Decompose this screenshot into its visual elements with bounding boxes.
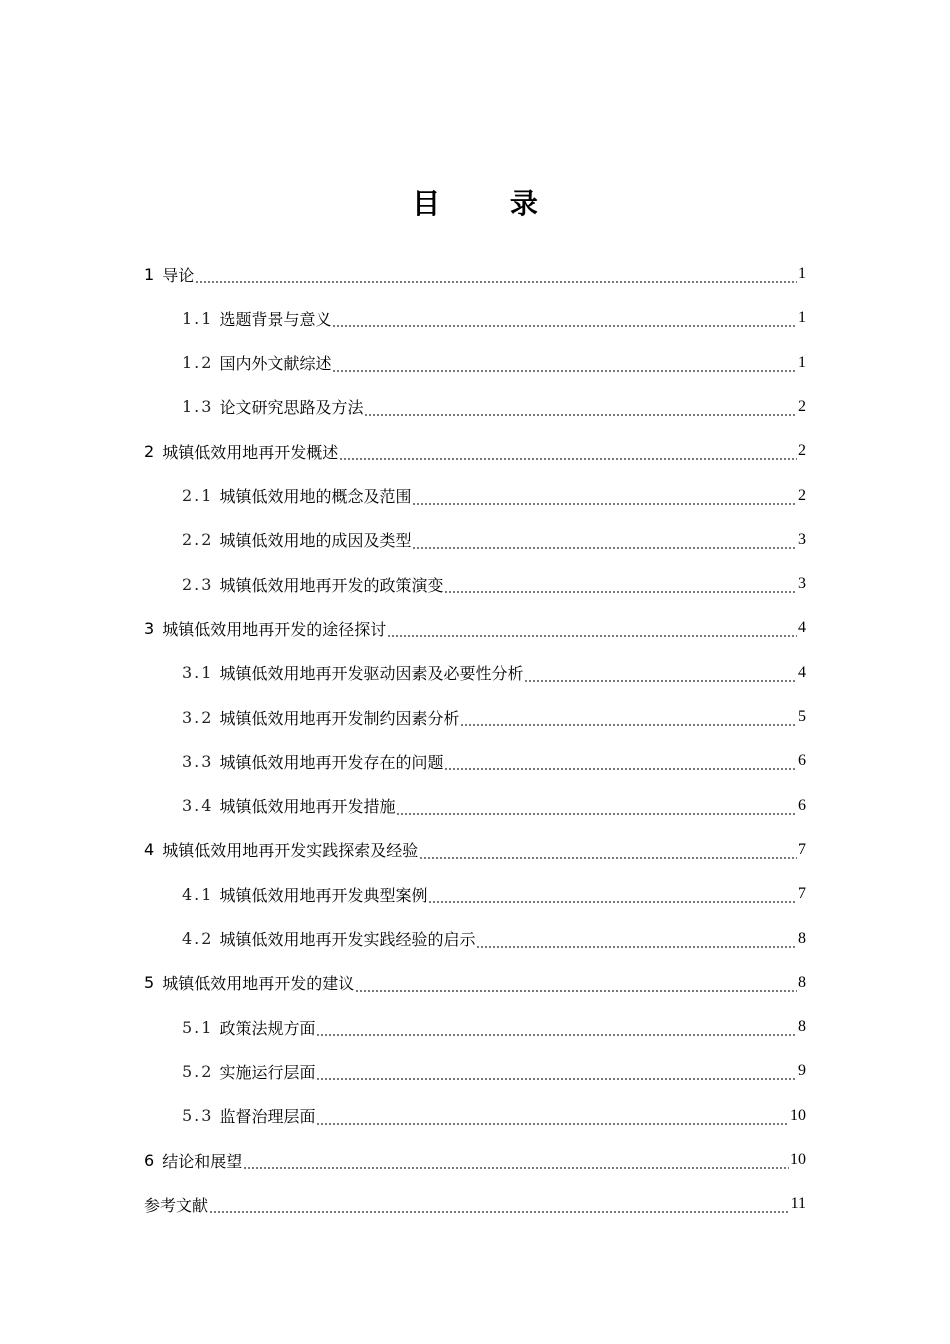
toc-entry-link[interactable] [144, 961, 806, 1005]
toc-entry-label: 城镇低效用地再开发实践经验的启示 [219, 930, 476, 949]
toc-entry-page-number: 8 [798, 1018, 806, 1036]
toc-entry-number: 3.3 [182, 751, 214, 771]
toc-entry-page-number: 7 [798, 840, 806, 858]
toc-row [0, 252, 950, 296]
toc-entry-number: 5 [144, 973, 155, 993]
toc-row [0, 1182, 950, 1226]
toc-entry-label: 参考文献 [144, 1195, 209, 1215]
toc-entry-page-number: 2 [798, 486, 806, 504]
toc-entry-number: 1.3 [182, 397, 214, 417]
toc-entry-label: 城镇低效用地的概念及范围 [219, 487, 412, 506]
toc-entry-number: 5.1 [182, 1017, 214, 1037]
toc-entry-number: 1.1 [182, 308, 214, 328]
toc-entry-page-number: 1 [798, 265, 806, 282]
toc-entry-number: 5.3 [182, 1106, 214, 1126]
dot-leader [476, 917, 797, 961]
toc-entry-page-number: 1 [798, 309, 806, 327]
toc-row [0, 606, 950, 650]
toc-entry-page-number: 2 [798, 397, 806, 415]
toc-entry-page-number: 8 [798, 929, 806, 947]
toc-entry-link[interactable] [182, 341, 806, 385]
dot-leader [396, 784, 797, 828]
toc-row [0, 872, 950, 916]
toc-entry-label: 城镇低效用地再开发措施 [219, 797, 396, 817]
toc-entry-number: 3 [144, 618, 155, 638]
toc-entry-label: 城镇低效用地再开发的建议 [162, 974, 355, 994]
toc-entry-number: 4.2 [182, 929, 214, 948]
toc-entry-link[interactable] [144, 252, 806, 296]
dot-leader [428, 872, 797, 916]
toc-row [0, 562, 950, 606]
toc-entry-label: 城镇低效用地再开发概述 [162, 442, 339, 462]
toc-row [0, 341, 950, 385]
dot-leader [332, 296, 797, 340]
toc-entry-label: 结论和展望 [162, 1151, 243, 1171]
toc-entry-label: 城镇低效用地再开发制约因素分析 [219, 708, 460, 728]
toc-entry-number: 1 [144, 264, 155, 284]
toc-entry-link[interactable] [182, 518, 806, 562]
toc-entry-link[interactable] [182, 296, 806, 340]
dot-leader [316, 1005, 797, 1049]
dot-leader [243, 1138, 789, 1182]
toc-entry-number: 4 [144, 840, 155, 860]
dot-leader [444, 562, 797, 606]
toc-row [0, 296, 950, 340]
dot-leader [412, 474, 797, 518]
toc-entry-number: 6 [144, 1150, 155, 1170]
dot-leader [364, 385, 797, 429]
toc-entry-label: 国内外文献综述 [219, 354, 332, 374]
dot-leader [355, 961, 797, 1005]
toc-row [0, 961, 950, 1005]
toc-entry-number: 3.4 [182, 796, 214, 816]
toc-row [0, 474, 950, 518]
toc-row [0, 784, 950, 828]
toc-entry-page-number: 11 [790, 1195, 806, 1213]
toc-entry-label: 城镇低效用地再开发存在的问题 [219, 752, 444, 772]
toc-entry-number: 2.3 [182, 574, 214, 594]
toc-entry-page-number: 8 [798, 973, 806, 991]
toc-entry-page-number: 4 [798, 619, 806, 637]
toc-entry-link[interactable] [144, 606, 806, 650]
toc-entry-number: 2.2 [182, 530, 214, 550]
page-title: 目 录 [412, 187, 568, 220]
toc-row [0, 1094, 950, 1138]
toc-entry-label: 城镇低效用地的成因及类型 [219, 531, 412, 551]
toc-entry-link[interactable] [144, 828, 806, 872]
toc-entry-link[interactable] [182, 651, 806, 695]
toc-row [0, 1049, 950, 1093]
toc-row [0, 1138, 950, 1182]
toc-entry-page-number: 9 [798, 1062, 806, 1080]
dot-leader [332, 341, 797, 385]
toc-entry-label: 导论 [162, 265, 195, 285]
toc-entry-number: 5.2 [182, 1061, 214, 1081]
toc-row [0, 1005, 950, 1049]
toc-entry-link[interactable] [182, 1005, 806, 1049]
toc-entry-label: 城镇低效用地再开发实践探索及经验 [162, 841, 419, 861]
toc-row [0, 429, 950, 473]
dot-leader [412, 518, 797, 562]
toc-entry-link[interactable] [182, 562, 806, 606]
toc-entry-label: 城镇低效用地再开发驱动因素及必要性分析 [219, 664, 524, 684]
dot-leader [339, 429, 797, 473]
toc-entry-label: 城镇低效用地再开发的途径探讨 [162, 619, 387, 639]
toc-entry-label: 选题背景与意义 [219, 309, 332, 329]
toc-row [0, 695, 950, 739]
toc-entry-number: 3.1 [182, 663, 214, 683]
dot-leader [460, 695, 797, 739]
toc-entry-link[interactable] [182, 695, 806, 739]
toc-entry-label: 政策法规方面 [219, 1018, 316, 1038]
toc-entry-link[interactable] [182, 474, 806, 518]
toc-entry-link[interactable] [182, 385, 806, 429]
toc-row [0, 739, 950, 783]
toc-row [0, 385, 950, 429]
toc-row [0, 518, 950, 562]
toc-entry-page-number: 4 [798, 663, 806, 681]
toc-entry-link[interactable] [182, 872, 806, 916]
toc-row [0, 828, 950, 872]
dot-leader [316, 1094, 789, 1138]
dot-leader [316, 1049, 797, 1093]
toc-entry-page-number: 3 [798, 575, 806, 593]
toc-entry-link[interactable] [144, 1182, 806, 1226]
toc-entry-page-number: 7 [798, 885, 806, 903]
toc-entry-number: 2 [144, 441, 155, 461]
toc-entry-page-number: 6 [798, 752, 806, 770]
toc-entry-page-number: 5 [798, 708, 806, 725]
toc-entry-number: 4.1 [182, 884, 214, 904]
dot-leader [419, 828, 797, 872]
toc-entry-page-number: 10 [790, 1106, 806, 1124]
toc-entry-label: 城镇低效用地再开发典型案例 [219, 885, 428, 905]
dot-leader [195, 252, 797, 296]
dot-leader [524, 651, 797, 695]
toc-entry-number: 2.1 [182, 486, 214, 505]
toc-entry-link[interactable] [144, 1138, 806, 1182]
toc-row [0, 651, 950, 695]
toc-entry-link[interactable] [182, 1049, 806, 1093]
toc-entry-page-number: 10 [790, 1151, 806, 1168]
toc-entry-page-number: 1 [798, 353, 806, 371]
toc-entry-label: 监督治理层面 [219, 1107, 316, 1127]
toc-entry-link[interactable] [182, 739, 806, 783]
dot-leader [209, 1182, 790, 1226]
toc-entry-link[interactable] [144, 429, 806, 473]
toc-entry-page-number: 2 [798, 442, 806, 460]
toc-entry-link[interactable] [182, 917, 806, 961]
toc-entry-link[interactable] [182, 784, 806, 828]
toc-entry-page-number: 3 [798, 530, 806, 548]
toc-entry-label: 实施运行层面 [219, 1062, 316, 1082]
toc-entry-page-number: 6 [798, 796, 806, 814]
toc-entry-label: 论文研究思路及方法 [219, 398, 364, 418]
dot-leader [444, 739, 797, 783]
toc-entry-number: 3.2 [182, 707, 214, 727]
toc-entry-label: 城镇低效用地再开发的政策演变 [219, 575, 444, 595]
toc-entry-link[interactable] [182, 1094, 806, 1138]
dot-leader [387, 606, 797, 650]
toc-row [0, 917, 950, 961]
toc-entry-number: 1.2 [182, 353, 214, 373]
